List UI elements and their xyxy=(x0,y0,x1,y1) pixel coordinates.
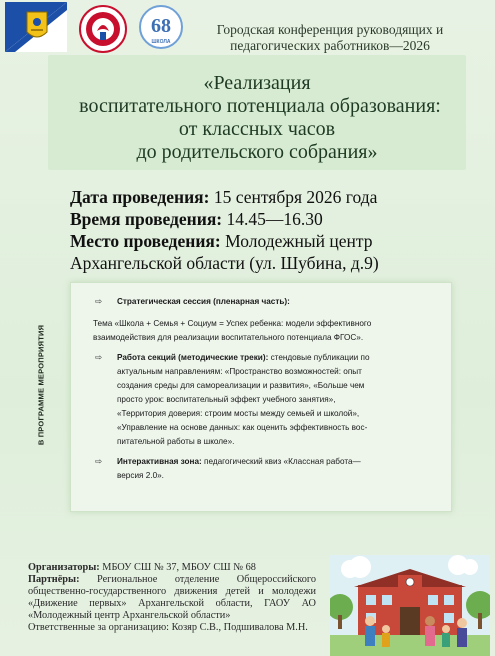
school-68-logo xyxy=(135,3,187,51)
place-label: Место проведения: xyxy=(70,231,221,251)
time-label: Время проведения: xyxy=(70,209,223,229)
program-item-2-line-2: актуальным направлениям: «Пространство возможностей: опыт xyxy=(117,367,362,376)
school-badge-number: 68 xyxy=(151,15,171,37)
arrow-icon: ⇨ xyxy=(95,352,103,362)
title-line-2: воспитательного потенциала образования: xyxy=(79,95,441,117)
event-time xyxy=(70,208,323,230)
program-item-2-title: Работа секций (методические треки): xyxy=(117,353,269,362)
partners xyxy=(28,574,316,622)
program-item-3-line-1 xyxy=(117,455,429,469)
program-item-3-title: Интерактивная зона: xyxy=(117,457,202,466)
event-place xyxy=(70,230,372,252)
program-item-1-text-line-1: Тема «Школа + Семья + Социум = Успех ребенка: модели эффективного xyxy=(93,319,372,328)
partners-value: Региональное отделение Общероссийского общественно-государственного движения детей и молодежи «Движение первых» Архангельской области, ГАОУ АО «Молодежный центр Архангельской области» xyxy=(28,573,316,621)
organizers-label: Организаторы: xyxy=(28,562,100,573)
partners-label: Партнёры: xyxy=(28,573,80,585)
school-badge-word: ШКОЛА xyxy=(151,39,171,45)
conference-line-2: педагогических работников—2026 xyxy=(230,38,430,53)
time-value: 14.45—16.30 xyxy=(222,209,323,229)
place-value: Молодежный центр xyxy=(220,231,373,251)
program-item-1-text-line-2: взаимодействия для реализации воспитательного потенциала ФГОС». xyxy=(93,333,364,342)
program-side-label xyxy=(31,292,51,477)
program-item-2-line-7: питательной работы в школе». xyxy=(117,437,235,446)
arrow-icon: ⇨ xyxy=(95,296,103,306)
footer-credits xyxy=(28,562,316,633)
arrow-icon: ⇨ xyxy=(95,456,103,466)
school-illustration xyxy=(330,555,490,656)
program-side-label-text: В ПРОГРАММЕ МЕРОПРИЯТИЯ xyxy=(36,324,46,445)
program-box xyxy=(70,282,452,512)
program-item-2-text-1: стендовые публикации по xyxy=(268,353,370,362)
movement-first-logo xyxy=(79,5,127,53)
date-label: Дата проведения: xyxy=(70,187,210,207)
program-item-2-line-6: «Управление на основе данных: как оценить эффективность вос- xyxy=(117,423,368,432)
title-line-3: от классных часов xyxy=(178,118,336,140)
organizers xyxy=(28,562,316,574)
organizers-value: МБОУ СШ № 37, МБОУ СШ № 68 xyxy=(99,562,256,573)
title-line-1: «Реализация xyxy=(203,72,311,94)
program-item-2-line-3: создания среды для самореализации и развития», «Больше чем xyxy=(117,381,365,390)
city-coat-of-arms-logo xyxy=(5,2,67,52)
event-place-address: Архангельской области (ул. Шубина, д.9) xyxy=(70,253,379,273)
program-item-2-line-4: просто урок: воспитательный эффект учебного занятия», xyxy=(117,395,336,404)
program-item-2-line-1 xyxy=(117,351,429,365)
program-item-1-title: Стратегическая сессия (пленарная часть): xyxy=(117,297,290,306)
responsible-persons: Ответственные за организацию: Козяр С.В., Подшивалова М.Н. xyxy=(28,621,308,633)
program-item-3-text-1: педагогический квиз «Классная работа— xyxy=(201,457,361,466)
event-date xyxy=(70,186,377,208)
program-item-2-line-5: «Территория доверия: строим мосты между семьей и школой», xyxy=(117,409,360,418)
title-line-4: до родительского собрания» xyxy=(136,141,378,163)
date-value: 15 сентября 2026 года xyxy=(209,187,378,207)
program-item-3-line-2: версия 2.0». xyxy=(117,471,164,480)
conference-line-1: Городская конференция руководящих и xyxy=(216,22,444,37)
